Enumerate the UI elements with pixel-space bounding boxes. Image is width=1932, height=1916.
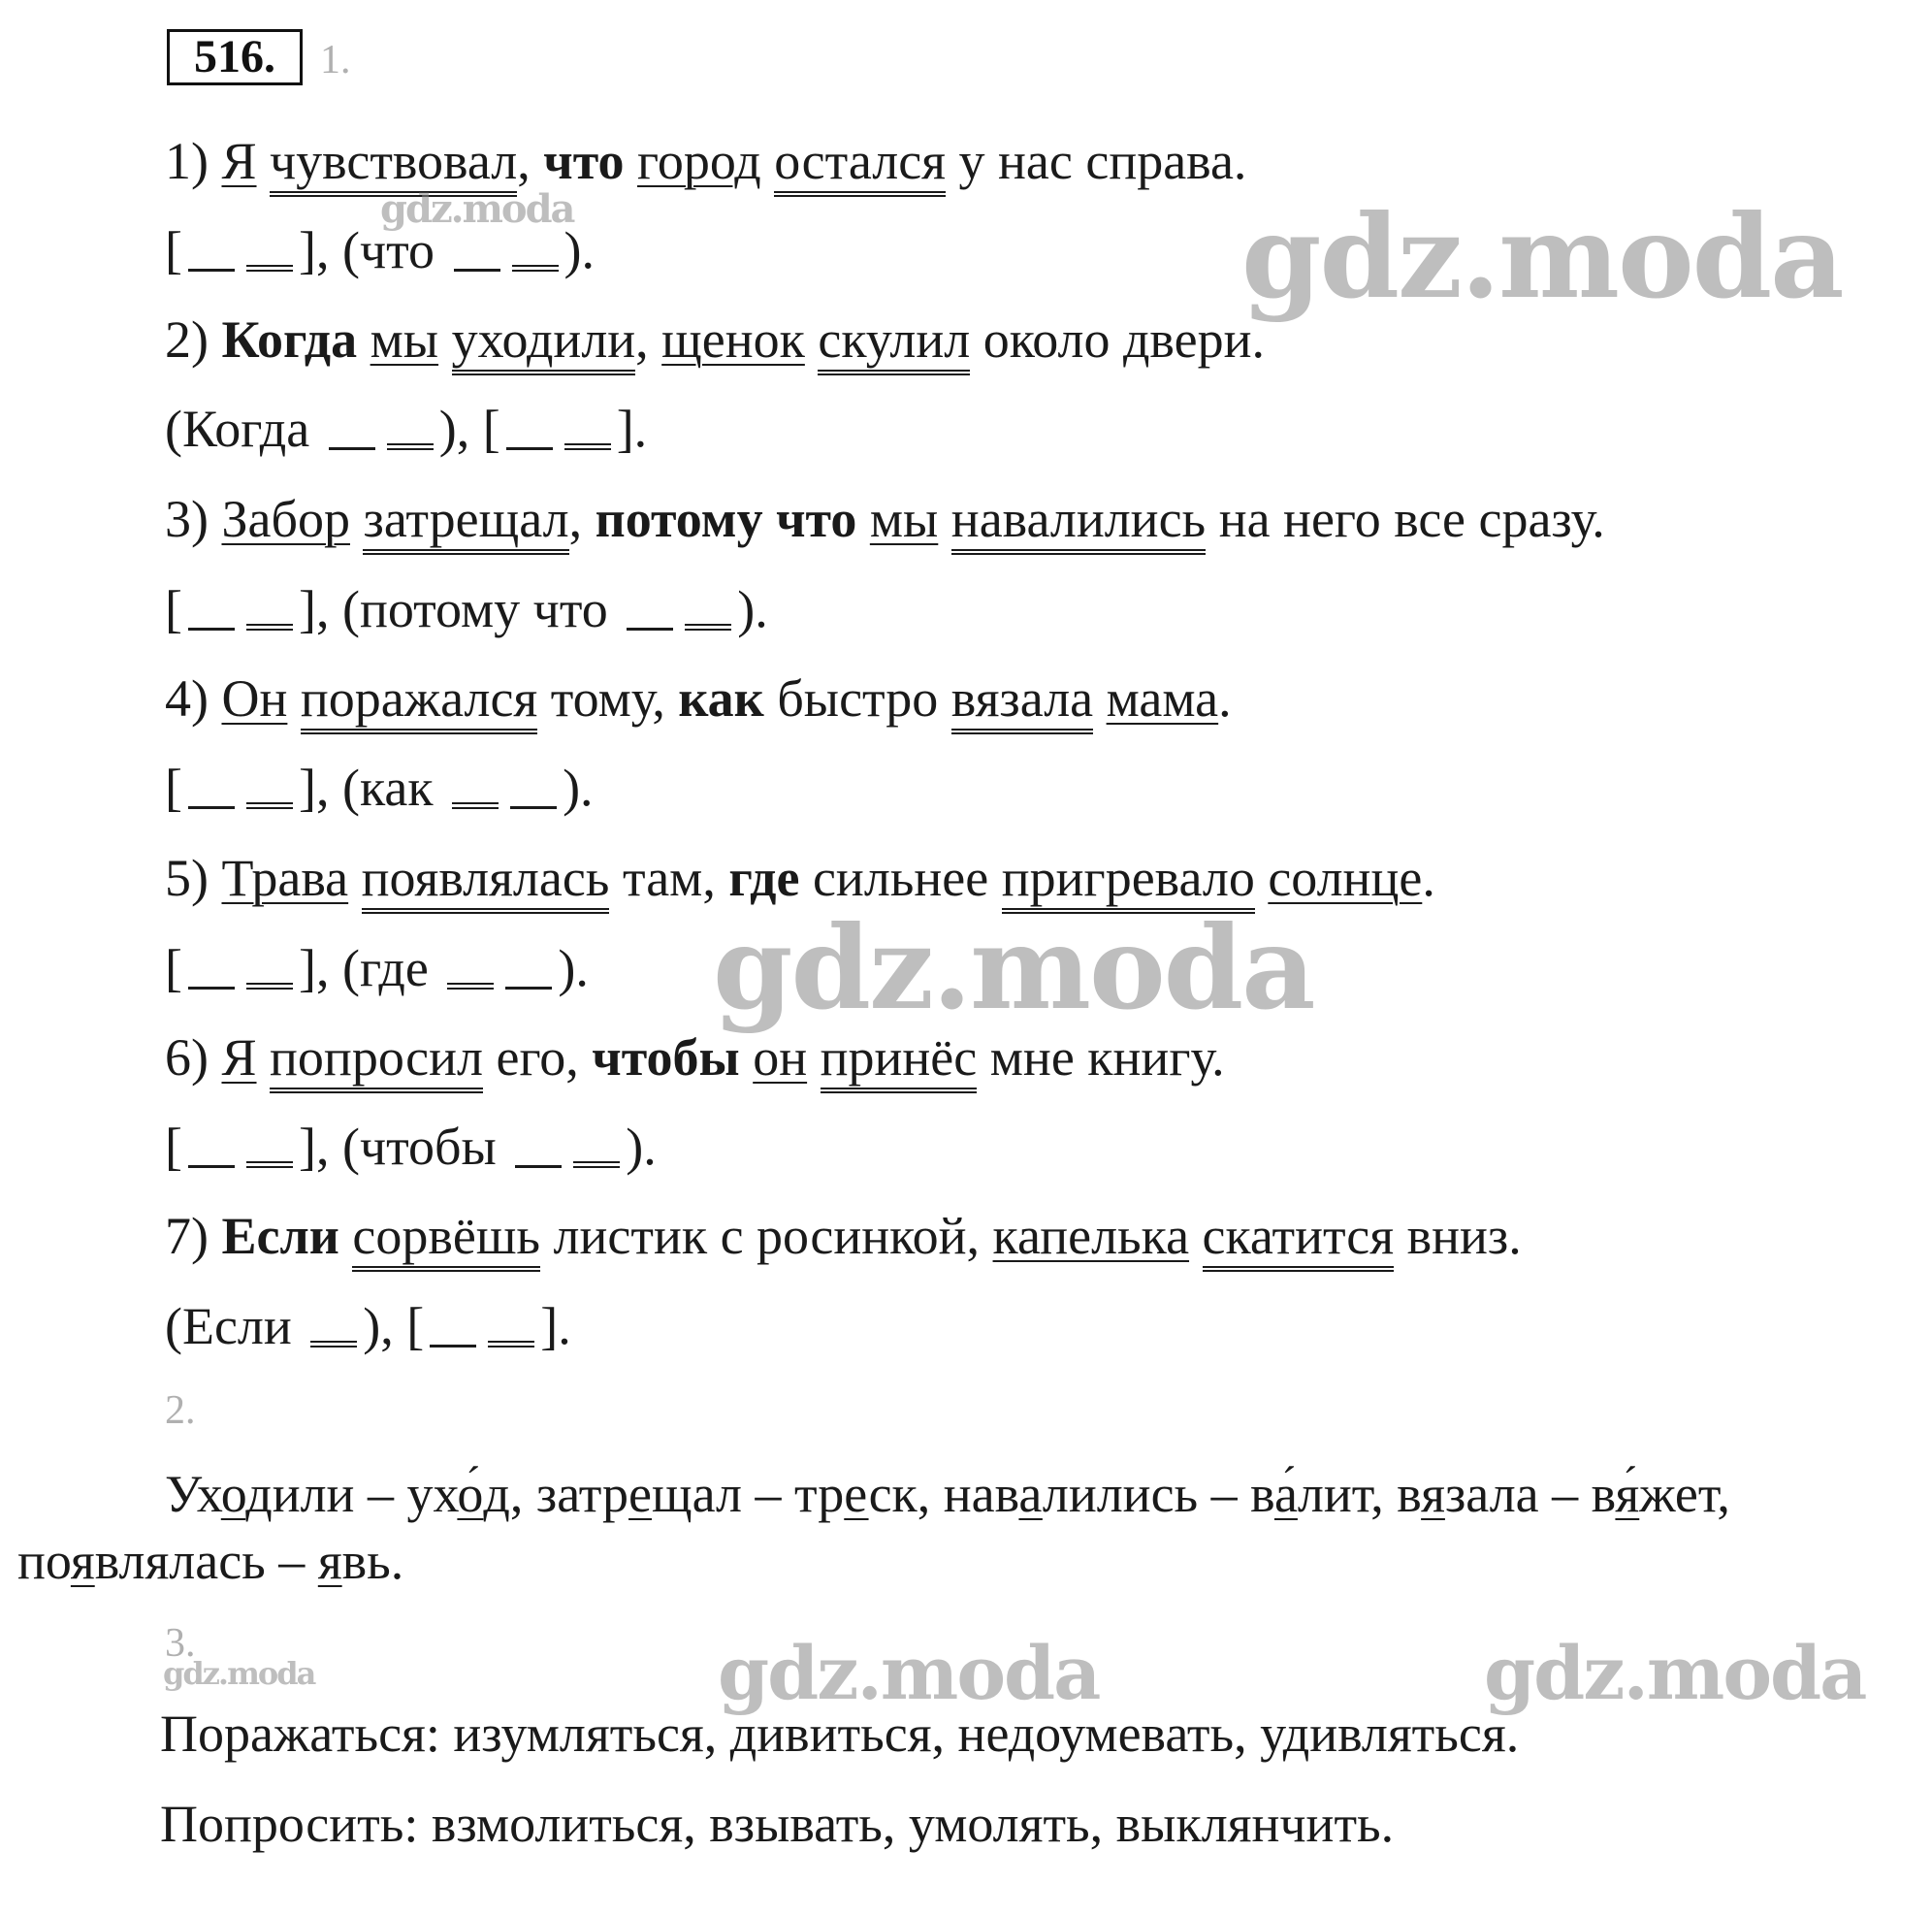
part2-line-1 (165, 1463, 1730, 1525)
predicate-dash (246, 1161, 293, 1168)
predicate-dash (452, 802, 499, 809)
vowel: о (220, 1465, 246, 1523)
subject: солнце (1268, 849, 1423, 907)
item-number: 1) (165, 132, 209, 190)
conjunction: Если (221, 1207, 339, 1265)
predicate: скулил (818, 310, 970, 375)
conjunction: как (678, 669, 764, 728)
subject: Я (221, 132, 257, 190)
text: д, затр (483, 1465, 629, 1523)
subject: капелька (992, 1207, 1190, 1265)
text: вь. (341, 1532, 404, 1590)
scheme-text: [ (165, 939, 182, 997)
predicate-dash (447, 983, 494, 990)
predicate: попросил (270, 1028, 483, 1093)
item-number: 5) (165, 849, 209, 907)
predicate-dash (488, 1341, 534, 1348)
scheme-text: ). (563, 759, 594, 817)
watermark-logo: gdz.moda (163, 1655, 315, 1692)
subject-dash (454, 269, 500, 272)
vowel: е (628, 1465, 653, 1523)
task-number-box: 516. (167, 29, 303, 85)
sentence-text: сильнее (812, 849, 989, 907)
watermark-logo: gdz.moda (1241, 189, 1843, 324)
conjunction: чтобы (592, 1028, 740, 1087)
scheme-text: [ (165, 1118, 182, 1176)
subject: Он (221, 669, 288, 728)
subject-dash (188, 806, 235, 809)
item-number: 7) (165, 1207, 209, 1265)
sentence-rest: мне книгу. (989, 1028, 1225, 1087)
scheme-3 (165, 578, 768, 640)
scheme-text: (Если (165, 1297, 292, 1355)
predicate-dash (246, 802, 293, 809)
vowel: а (1018, 1465, 1043, 1523)
watermark-logo: gdz.moda (1484, 1630, 1866, 1716)
scheme-text: ), [ (363, 1297, 425, 1355)
scheme-text: ). (558, 939, 589, 997)
subject: Трава (221, 849, 349, 907)
section-label-1: 1. (320, 38, 351, 82)
predicate-dash (246, 265, 293, 272)
vowel: я (317, 1532, 342, 1590)
scheme-text: ]. (616, 400, 648, 458)
predicate: остался (774, 132, 946, 197)
scheme-2 (165, 398, 647, 460)
comma: , (517, 132, 531, 190)
text: щал – тр (652, 1465, 845, 1523)
scheme-text: [ (165, 759, 182, 817)
predicate-dash (564, 443, 611, 450)
sentence-text: листик с росинкой, (553, 1207, 981, 1265)
text: жет, (1639, 1465, 1730, 1523)
subject-dash (188, 987, 235, 990)
scheme-text: ). (564, 221, 595, 279)
predicate-dash (246, 624, 293, 631)
scheme-7 (165, 1295, 571, 1357)
text: дили – ух (245, 1465, 458, 1523)
subject-dash (430, 1345, 476, 1348)
scheme-6 (165, 1116, 657, 1178)
scheme-text: ). (626, 1118, 657, 1176)
predicate: скатится (1203, 1207, 1395, 1272)
sentence-rest: на него все сразу. (1218, 490, 1605, 548)
scheme-4 (165, 757, 594, 819)
conjunction: что (543, 132, 625, 190)
comma: , (635, 310, 649, 369)
scheme-text: ], (чтобы (298, 1118, 497, 1176)
scheme-text: [ (165, 580, 182, 638)
text: лились – в (1042, 1465, 1274, 1523)
vowel: я (1421, 1465, 1445, 1523)
conjunction: потому что (595, 490, 857, 548)
watermark-logo: gdz.moda (380, 186, 574, 232)
scheme-text: ], (что (298, 221, 435, 279)
conjunction: где (728, 849, 800, 907)
predicate-dash (387, 443, 434, 450)
sentence-text: там, (622, 849, 716, 907)
subject: Я (221, 1028, 257, 1087)
sentence-rest: около двери. (982, 310, 1265, 369)
predicate: принёс (821, 1028, 978, 1093)
sentence-1 (165, 130, 1246, 192)
subject: город (637, 132, 761, 190)
text: зала – в (1444, 1465, 1616, 1523)
item-number: 4) (165, 669, 209, 728)
predicate: появлялась (362, 849, 610, 914)
vowel: е (844, 1465, 869, 1523)
sentence-text: тому, (550, 669, 665, 728)
section-label-3: 3. (165, 1621, 196, 1666)
conjunction: Когда (221, 310, 358, 369)
subject: мы (869, 490, 939, 548)
subject-dash (188, 628, 235, 631)
sentence-rest: вниз. (1406, 1207, 1522, 1265)
subject-dash (505, 987, 552, 990)
sentence-6 (165, 1026, 1225, 1088)
sentence-7 (165, 1205, 1522, 1267)
sentence-rest: у нас справа. (958, 132, 1247, 190)
scheme-text: ). (737, 580, 768, 638)
predicate: поражался (301, 669, 537, 734)
subject: щенок (661, 310, 805, 369)
subject-dash (188, 1165, 235, 1168)
predicate-dash (573, 1161, 620, 1168)
predicate: чувствовал (270, 132, 517, 197)
text: лит, в (1297, 1465, 1422, 1523)
part3-line-1: Поражаться: изумляться, дивиться, недоумевать, удивляться. (160, 1705, 1520, 1763)
predicate-dash (685, 624, 731, 631)
scheme-text: ], (как (298, 759, 434, 817)
scheme-text: ]. (540, 1297, 571, 1355)
predicate: сорвёшь (352, 1207, 540, 1272)
subject-dash (329, 447, 375, 450)
scheme-5 (165, 937, 589, 999)
predicate: затрещал (363, 490, 568, 555)
text: ск, нав (868, 1465, 1019, 1523)
predicate-dash (512, 265, 559, 272)
text: по (17, 1532, 71, 1590)
subject: Забор (221, 490, 350, 548)
stressed-vowel: я ´ (1615, 1465, 1639, 1523)
scheme-text: (Когда (165, 400, 310, 458)
subject-dash (510, 806, 557, 809)
comma: , (568, 490, 583, 548)
scheme-text: [ (165, 221, 182, 279)
scheme-text: ], (где (298, 939, 429, 997)
predicate-dash (310, 1341, 357, 1348)
vowel: я (70, 1532, 95, 1590)
part3-line-2: Попросить: взмолиться, взывать, умолять, выклянчить. (160, 1795, 1395, 1853)
sentence-text: быстро (777, 669, 939, 728)
scheme-text: ], (потому что (298, 580, 608, 638)
predicate: навалились (951, 490, 1206, 555)
item-number: 3) (165, 490, 209, 548)
item-number: 2) (165, 310, 209, 369)
predicate: вязала (951, 669, 1093, 734)
part2-line-2 (17, 1530, 403, 1592)
watermark-logo: gdz.moda (713, 900, 1314, 1035)
section-label-2: 2. (165, 1388, 196, 1433)
subject: он (753, 1028, 808, 1087)
subject-dash (188, 269, 235, 272)
sentence-3 (165, 488, 1605, 550)
predicate: пригревало (1002, 849, 1255, 914)
subject-dash (627, 628, 673, 631)
period: . (1218, 669, 1232, 728)
stressed-vowel: о ´ (457, 1465, 483, 1523)
subject: мы (370, 310, 439, 369)
text: влялась – (94, 1532, 318, 1590)
stressed-vowel: а ´ (1274, 1465, 1298, 1523)
scheme-text: ), [ (438, 400, 500, 458)
subject: мама (1106, 669, 1219, 728)
sentence-2 (165, 309, 1265, 371)
period: . (1422, 849, 1435, 907)
sentence-4 (165, 667, 1232, 730)
item-number: 6) (165, 1028, 209, 1087)
predicate-dash (246, 983, 293, 990)
predicate: уходили (452, 310, 636, 375)
text: Ух (165, 1465, 221, 1523)
sentence-text: его, (496, 1028, 579, 1087)
subject-dash (506, 447, 553, 450)
subject-dash (515, 1165, 562, 1168)
watermark-logo: gdz.moda (718, 1630, 1100, 1716)
